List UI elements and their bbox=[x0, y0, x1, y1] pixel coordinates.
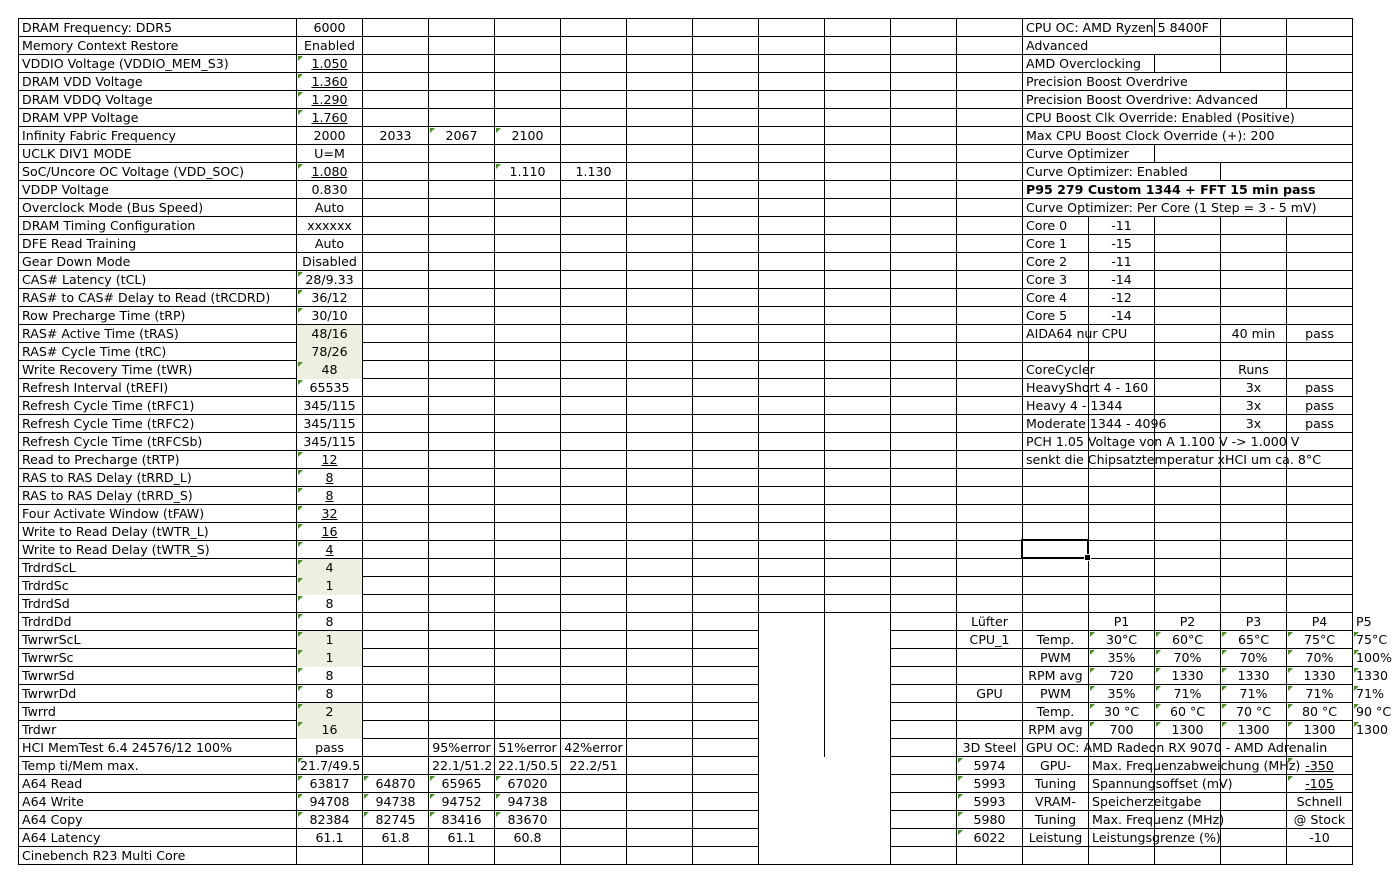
corecycler-test[interactable]: HeavyShort 4 - 160 bbox=[1026, 380, 1149, 395]
pch-note[interactable]: senkt die Chipsatztemperatur xHCI um ca. 8°C bbox=[1026, 452, 1321, 467]
core-offset[interactable]: -15 bbox=[1111, 236, 1132, 251]
setting-label[interactable]: Infinity Fabric Frequency bbox=[22, 128, 176, 143]
row-line bbox=[758, 594, 1353, 595]
fan-header[interactable]: Lüfter bbox=[971, 614, 1008, 629]
setting-label[interactable]: Trdwr bbox=[22, 722, 57, 737]
setting-value[interactable]: 2100 bbox=[495, 127, 560, 145]
fan-value[interactable]: 700 bbox=[1089, 721, 1154, 739]
setting-value[interactable]: 8 bbox=[297, 667, 362, 685]
fan-value[interactable]: 60°C bbox=[1155, 631, 1220, 649]
aida-result[interactable]: pass bbox=[1305, 326, 1334, 341]
col-line bbox=[758, 18, 759, 865]
fan-group[interactable]: CPU_1 bbox=[969, 632, 1010, 647]
setting-value[interactable]: 345/115 bbox=[303, 434, 356, 449]
benchmark-value[interactable]: 82745 bbox=[363, 811, 428, 829]
fan-point-header[interactable]: P4 bbox=[1311, 614, 1328, 629]
row-line bbox=[758, 486, 1353, 487]
setting-label[interactable]: SoC/Uncore OC Voltage (VDD_SOC) bbox=[22, 164, 245, 179]
fan-metric[interactable]: PWM bbox=[1040, 650, 1071, 665]
fan-value[interactable]: 71% bbox=[1221, 685, 1286, 703]
selected-cell[interactable] bbox=[1021, 539, 1089, 559]
cpu-oc-setting[interactable]: CPU Boost Clk Override: Enabled (Positive) bbox=[1026, 110, 1295, 125]
col-line bbox=[824, 18, 825, 613]
fan-metric[interactable]: Temp. bbox=[1036, 704, 1075, 719]
benchmark-value[interactable]: 64870 bbox=[363, 775, 428, 793]
setting-value[interactable]: 12 bbox=[297, 451, 362, 469]
cpu-oc-setting[interactable]: Curve Optimizer: Enabled bbox=[1026, 164, 1188, 179]
cpu-oc-setting[interactable]: Max CPU Boost Clock Override (+): 200 bbox=[1026, 128, 1275, 143]
fan-value[interactable]: 71% bbox=[1353, 685, 1387, 703]
benchmark-value[interactable]: 94752 bbox=[429, 793, 494, 811]
core-offset[interactable]: -14 bbox=[1111, 272, 1132, 287]
pch-note[interactable]: PCH 1.05 Voltage von A 1.100 V -> 1.000 V bbox=[1026, 434, 1300, 449]
fan-metric[interactable]: Temp. bbox=[1036, 632, 1075, 647]
setting-label[interactable]: Overclock Mode (Bus Speed) bbox=[22, 200, 204, 215]
setting-value[interactable]: 28/9.33 bbox=[297, 271, 362, 289]
cpu-oc-setting[interactable]: Precision Boost Overdrive bbox=[1026, 74, 1188, 89]
setting-label[interactable]: Refresh Cycle Time (tRFC1) bbox=[22, 398, 195, 413]
row-line bbox=[758, 576, 1353, 577]
benchmark-value[interactable]: 94738 bbox=[495, 793, 560, 811]
col-line bbox=[428, 18, 429, 865]
fan-value[interactable]: 75°C bbox=[1287, 631, 1352, 649]
setting-label[interactable]: Refresh Interval (tREFI) bbox=[22, 380, 169, 395]
corecycler-test[interactable]: Moderate 1344 - 4096 bbox=[1026, 416, 1167, 431]
benchmark-value[interactable]: 21.7/49.5 bbox=[297, 757, 362, 775]
setting-value[interactable]: Enabled bbox=[304, 38, 355, 53]
fan-value[interactable]: 70% bbox=[1221, 649, 1286, 667]
setting-value[interactable]: 1.360 bbox=[297, 73, 362, 91]
benchmark-value[interactable]: 22.1/50.5 bbox=[498, 758, 559, 773]
setting-label[interactable]: TrdrdSc bbox=[22, 578, 69, 593]
fan-value[interactable]: 70 °C bbox=[1221, 703, 1286, 721]
steel-score[interactable]: 5993 bbox=[957, 793, 1022, 811]
col-line bbox=[890, 612, 891, 865]
setting-value[interactable]: 30/10 bbox=[297, 307, 362, 325]
row-line bbox=[758, 522, 1353, 523]
aida-duration[interactable]: 40 min bbox=[1231, 326, 1276, 341]
fan-value[interactable]: 1300 bbox=[1353, 721, 1391, 739]
col-line bbox=[692, 18, 693, 865]
fan-value[interactable]: 30°C bbox=[1089, 631, 1154, 649]
setting-label[interactable]: RAS# Cycle Time (tRC) bbox=[22, 344, 167, 359]
fan-value[interactable]: 1300 bbox=[1221, 721, 1286, 739]
fan-metric[interactable]: RPM avg bbox=[1028, 668, 1083, 683]
setting-label[interactable]: DRAM Timing Configuration bbox=[22, 218, 196, 233]
setting-label[interactable]: VDDP Voltage bbox=[22, 182, 109, 197]
gpu-group[interactable]: VRAM- bbox=[1035, 794, 1076, 809]
aida-label[interactable]: AIDA64 nur CPU bbox=[1026, 326, 1128, 341]
fan-value[interactable]: 80 °C bbox=[1287, 703, 1352, 721]
benchmark-value[interactable]: 95%error bbox=[432, 740, 491, 755]
gpu-group[interactable]: Tuning bbox=[1034, 776, 1077, 791]
setting-label[interactable]: DRAM Frequency: DDR5 bbox=[22, 20, 172, 35]
fan-value[interactable]: 1330 bbox=[1287, 667, 1352, 685]
setting-value[interactable]: 1 bbox=[297, 649, 362, 667]
fan-value[interactable]: 35% bbox=[1089, 685, 1154, 703]
fan-value[interactable]: 1300 bbox=[1155, 721, 1220, 739]
gpu-value[interactable]: -105 bbox=[1287, 775, 1352, 793]
fan-value[interactable]: 1330 bbox=[1155, 667, 1220, 685]
setting-label[interactable]: Read to Precharge (tRTP) bbox=[22, 452, 180, 467]
setting-value[interactable]: 4 bbox=[297, 541, 362, 559]
setting-value[interactable]: 345/115 bbox=[303, 398, 356, 413]
setting-value[interactable]: 1.760 bbox=[297, 109, 362, 127]
benchmark-value[interactable]: 94708 bbox=[297, 793, 362, 811]
setting-value[interactable]: 1.050 bbox=[297, 55, 362, 73]
fan-value[interactable]: 71% bbox=[1155, 685, 1220, 703]
benchmark-value[interactable]: 61.1 bbox=[315, 830, 344, 845]
gpu-value[interactable]: -350 bbox=[1287, 757, 1352, 775]
fan-point-header[interactable]: P5 bbox=[1356, 614, 1372, 629]
steel-header[interactable]: 3D Steel bbox=[962, 740, 1017, 755]
gpu-setting[interactable]: Spannungsoffset (mV) bbox=[1092, 776, 1233, 791]
fan-point-header[interactable]: P3 bbox=[1245, 614, 1262, 629]
fan-value[interactable]: 30 °C bbox=[1089, 703, 1154, 721]
setting-label[interactable]: VDDIO Voltage (VDDIO_MEM_S3) bbox=[22, 56, 229, 71]
benchmark-value[interactable]: 65965 bbox=[429, 775, 494, 793]
setting-label[interactable]: RAS# to CAS# Delay to Read (tRCDRD) bbox=[22, 290, 271, 305]
benchmark-value[interactable]: 61.8 bbox=[381, 830, 410, 845]
setting-label[interactable]: Write to Read Delay (tWTR_L) bbox=[22, 524, 209, 539]
setting-value[interactable]: 0.830 bbox=[311, 182, 348, 197]
col-line bbox=[890, 18, 891, 613]
setting-label[interactable]: RAS# Active Time (tRAS) bbox=[22, 326, 179, 341]
fan-value[interactable]: 70% bbox=[1287, 649, 1352, 667]
gpu-value[interactable]: Schnell bbox=[1296, 794, 1343, 809]
gpu-value[interactable]: -10 bbox=[1309, 830, 1330, 845]
fan-value[interactable]: 70% bbox=[1155, 649, 1220, 667]
corecycler-runs-header[interactable]: Runs bbox=[1238, 362, 1269, 377]
setting-value[interactable]: 1.130 bbox=[575, 164, 612, 179]
setting-label[interactable]: DFE Read Training bbox=[22, 236, 137, 251]
gpu-oc-title[interactable]: GPU OC: AMD Radeon RX 9070 - AMD Adrenalin bbox=[1026, 740, 1328, 755]
col-line bbox=[626, 18, 627, 865]
spreadsheet-grid bbox=[18, 18, 1393, 866]
setting-label[interactable]: TrdrdSd bbox=[22, 596, 70, 611]
benchmark-value[interactable]: 63817 bbox=[297, 775, 362, 793]
benchmark-value[interactable]: 61.1 bbox=[447, 830, 476, 845]
setting-value[interactable]: 78/26 bbox=[297, 343, 362, 361]
setting-label[interactable]: TwrwrDd bbox=[22, 686, 77, 701]
benchmark-label[interactable]: A64 Latency bbox=[22, 830, 101, 845]
setting-value[interactable]: 8 bbox=[297, 685, 362, 703]
benchmark-label[interactable]: A64 Write bbox=[22, 794, 84, 809]
setting-label[interactable]: TwrwrSd bbox=[22, 668, 75, 683]
fan-value[interactable]: 100% bbox=[1353, 649, 1395, 667]
benchmark-value[interactable]: 60.8 bbox=[513, 830, 542, 845]
core-name[interactable]: Core 2 bbox=[1026, 254, 1068, 269]
benchmark-value[interactable]: 67020 bbox=[495, 775, 560, 793]
setting-label[interactable]: RAS to RAS Delay (tRRD_L) bbox=[22, 470, 192, 485]
setting-value[interactable]: 1 bbox=[297, 577, 362, 595]
setting-label[interactable]: Twrrd bbox=[22, 704, 56, 719]
benchmark-value[interactable]: 82384 bbox=[297, 811, 362, 829]
benchmark-value[interactable]: 94738 bbox=[363, 793, 428, 811]
cpu-oc-setting[interactable]: Advanced bbox=[1026, 38, 1089, 53]
fan-value[interactable]: 65°C bbox=[1221, 631, 1286, 649]
gpu-setting[interactable]: Speicherzeitgabe bbox=[1092, 794, 1202, 809]
fan-group[interactable]: GPU bbox=[976, 686, 1003, 701]
setting-value[interactable]: 2 bbox=[297, 703, 362, 721]
setting-value[interactable]: 2000 bbox=[313, 128, 346, 143]
cpu-oc-setting[interactable]: Curve Optimizer bbox=[1026, 146, 1129, 161]
setting-value[interactable]: Auto bbox=[314, 236, 345, 251]
setting-value[interactable]: Auto bbox=[314, 200, 345, 215]
core-offset[interactable]: -11 bbox=[1111, 218, 1132, 233]
fan-value[interactable]: 90 °C bbox=[1353, 703, 1394, 721]
setting-label[interactable]: Write to Read Delay (tWTR_S) bbox=[22, 542, 210, 557]
core-offset[interactable]: -11 bbox=[1111, 254, 1132, 269]
fan-value[interactable]: 1330 bbox=[1221, 667, 1286, 685]
gpu-group[interactable]: GPU- bbox=[1039, 758, 1072, 773]
gpu-value[interactable]: @ Stock bbox=[1293, 812, 1346, 827]
fan-value[interactable]: 35% bbox=[1089, 649, 1154, 667]
fan-value[interactable]: 720 bbox=[1089, 667, 1154, 685]
corecycler-runs[interactable]: 3x bbox=[1245, 380, 1262, 395]
core-offset[interactable]: -12 bbox=[1111, 290, 1132, 305]
benchmark-label[interactable]: A64 Copy bbox=[22, 812, 83, 827]
gpu-setting[interactable]: Leistungsgrenze (%) bbox=[1092, 830, 1221, 845]
core-name[interactable]: Core 4 bbox=[1026, 290, 1068, 305]
setting-label[interactable]: UCLK DIV1 MODE bbox=[22, 146, 132, 161]
fan-value[interactable]: 60 °C bbox=[1155, 703, 1220, 721]
gpu-group[interactable]: Tuning bbox=[1034, 812, 1077, 827]
setting-value[interactable]: 1 bbox=[297, 631, 362, 649]
fan-metric[interactable]: RPM avg bbox=[1028, 722, 1083, 737]
col-line bbox=[494, 18, 495, 865]
corecycler-runs[interactable]: 3x bbox=[1245, 398, 1262, 413]
setting-value[interactable]: 48/16 bbox=[297, 325, 362, 343]
setting-value[interactable]: 8 bbox=[297, 469, 362, 487]
setting-label[interactable]: CAS# Latency (tCL) bbox=[22, 272, 147, 287]
setting-value[interactable]: Disabled bbox=[302, 254, 357, 269]
cpu-oc-setting[interactable]: Precision Boost Overdrive: Advanced bbox=[1026, 92, 1259, 107]
benchmark-value[interactable]: 51%error bbox=[498, 740, 557, 755]
steel-score[interactable]: 5993 bbox=[957, 775, 1022, 793]
setting-label[interactable]: TwrwrScL bbox=[22, 632, 81, 647]
fan-value[interactable]: 1330 bbox=[1353, 667, 1391, 685]
setting-value[interactable]: U=M bbox=[314, 146, 345, 161]
fan-value[interactable]: 71% bbox=[1287, 685, 1352, 703]
gpu-setting[interactable]: Max. Frequenzabweichung (MHz) bbox=[1092, 758, 1301, 773]
fan-point-header[interactable]: P2 bbox=[1179, 614, 1196, 629]
steel-score[interactable]: 5980 bbox=[957, 811, 1022, 829]
gpu-setting[interactable]: Max. Frequenz (MHz) bbox=[1092, 812, 1225, 827]
setting-value[interactable]: 16 bbox=[297, 721, 362, 739]
core-name[interactable]: Core 3 bbox=[1026, 272, 1068, 287]
benchmark-label[interactable]: Cinebench R23 Multi Core bbox=[22, 848, 186, 863]
setting-label[interactable]: DRAM VDD Voltage bbox=[22, 74, 143, 89]
setting-value[interactable]: 6000 bbox=[313, 20, 346, 35]
fan-value[interactable]: 1300 bbox=[1287, 721, 1352, 739]
corecycler-result[interactable]: pass bbox=[1305, 398, 1334, 413]
row-line bbox=[758, 504, 1353, 505]
benchmark-value[interactable]: 83670 bbox=[495, 811, 560, 829]
benchmark-value[interactable]: 22.2/51 bbox=[569, 758, 618, 773]
core-name[interactable]: Core 1 bbox=[1026, 236, 1068, 251]
setting-label[interactable]: TrdrdDd bbox=[22, 614, 72, 629]
cpu-oc-setting[interactable]: Curve Optimizer: Per Core (1 Step = 3 - 5 mV) bbox=[1026, 200, 1317, 215]
setting-value[interactable]: 1.080 bbox=[297, 163, 362, 181]
corecycler-result[interactable]: pass bbox=[1305, 380, 1334, 395]
setting-label[interactable]: DRAM VDDQ Voltage bbox=[22, 92, 153, 107]
corecycler-result[interactable]: pass bbox=[1305, 416, 1334, 431]
col-line bbox=[362, 18, 363, 865]
setting-label[interactable]: Gear Down Mode bbox=[22, 254, 131, 269]
corecycler-runs[interactable]: 3x bbox=[1245, 416, 1262, 431]
setting-value[interactable]: 8 bbox=[297, 487, 362, 505]
benchmark-value[interactable]: 83416 bbox=[429, 811, 494, 829]
setting-label[interactable]: TwrwrSc bbox=[22, 650, 74, 665]
setting-value[interactable]: 65535 bbox=[297, 379, 362, 397]
setting-label[interactable]: RAS to RAS Delay (tRRD_S) bbox=[22, 488, 193, 503]
setting-label[interactable]: Row Precharge Time (tRP) bbox=[22, 308, 186, 323]
setting-label[interactable]: Write Recovery Time (tWR) bbox=[22, 362, 193, 377]
benchmark-value[interactable]: 22.1/51.2 bbox=[432, 758, 493, 773]
core-name[interactable]: Core 5 bbox=[1026, 308, 1068, 323]
steel-score[interactable]: 6022 bbox=[957, 829, 1022, 847]
setting-value[interactable]: 1.110 bbox=[495, 163, 560, 181]
setting-label[interactable]: Refresh Cycle Time (tRFCSb) bbox=[22, 434, 203, 449]
setting-value[interactable]: 16 bbox=[297, 523, 362, 541]
corecycler-test[interactable]: Heavy 4 - 1344 bbox=[1026, 398, 1123, 413]
benchmark-value[interactable]: pass bbox=[315, 740, 344, 755]
setting-value[interactable]: xxxxxx bbox=[307, 218, 352, 233]
setting-value[interactable]: 48 bbox=[297, 361, 362, 379]
setting-value[interactable]: 345/115 bbox=[303, 416, 356, 431]
benchmark-label[interactable]: A64 Read bbox=[22, 776, 83, 791]
benchmark-label[interactable]: HCI MemTest 6.4 24576/12 100% bbox=[22, 740, 233, 755]
fan-metric[interactable]: PWM bbox=[1040, 686, 1071, 701]
setting-label[interactable]: Four Activate Window (tFAW) bbox=[22, 506, 205, 521]
setting-value[interactable]: 36/12 bbox=[297, 289, 362, 307]
fan-value[interactable]: 75°C bbox=[1353, 631, 1390, 649]
setting-label[interactable]: DRAM VPP Voltage bbox=[22, 110, 139, 125]
benchmark-label[interactable]: Temp ti/Mem max. bbox=[22, 758, 139, 773]
fan-point-header[interactable]: P1 bbox=[1113, 614, 1130, 629]
setting-label[interactable]: Refresh Cycle Time (tRFC2) bbox=[22, 416, 195, 431]
setting-value[interactable]: 1.290 bbox=[297, 91, 362, 109]
setting-value[interactable]: 32 bbox=[297, 505, 362, 523]
setting-value[interactable]: 4 bbox=[297, 559, 362, 577]
steel-score[interactable]: 5974 bbox=[957, 757, 1022, 775]
core-offset[interactable]: -14 bbox=[1111, 308, 1132, 323]
setting-label[interactable]: Memory Context Restore bbox=[22, 38, 179, 53]
cpu-oc-setting[interactable]: CPU OC: AMD Ryzen 5 8400F bbox=[1026, 20, 1209, 35]
col-line bbox=[956, 18, 957, 865]
gpu-group[interactable]: Leistung bbox=[1028, 830, 1083, 845]
setting-value[interactable]: 8 bbox=[297, 613, 362, 631]
setting-value[interactable]: 8 bbox=[297, 595, 362, 613]
setting-value[interactable]: 2033 bbox=[379, 128, 412, 143]
col-line bbox=[560, 18, 561, 865]
benchmark-value[interactable]: 42%error bbox=[564, 740, 623, 755]
setting-label[interactable]: TrdrdScL bbox=[22, 560, 76, 575]
core-name[interactable]: Core 0 bbox=[1026, 218, 1068, 233]
cpu-oc-setting[interactable]: AMD Overclocking bbox=[1026, 56, 1142, 71]
cpu-oc-setting[interactable]: P95 279 Custom 1344 + FFT 15 min pass bbox=[1026, 182, 1316, 197]
corecycler-header[interactable]: CoreCycler bbox=[1026, 362, 1095, 377]
setting-value[interactable]: 2067 bbox=[429, 127, 494, 145]
